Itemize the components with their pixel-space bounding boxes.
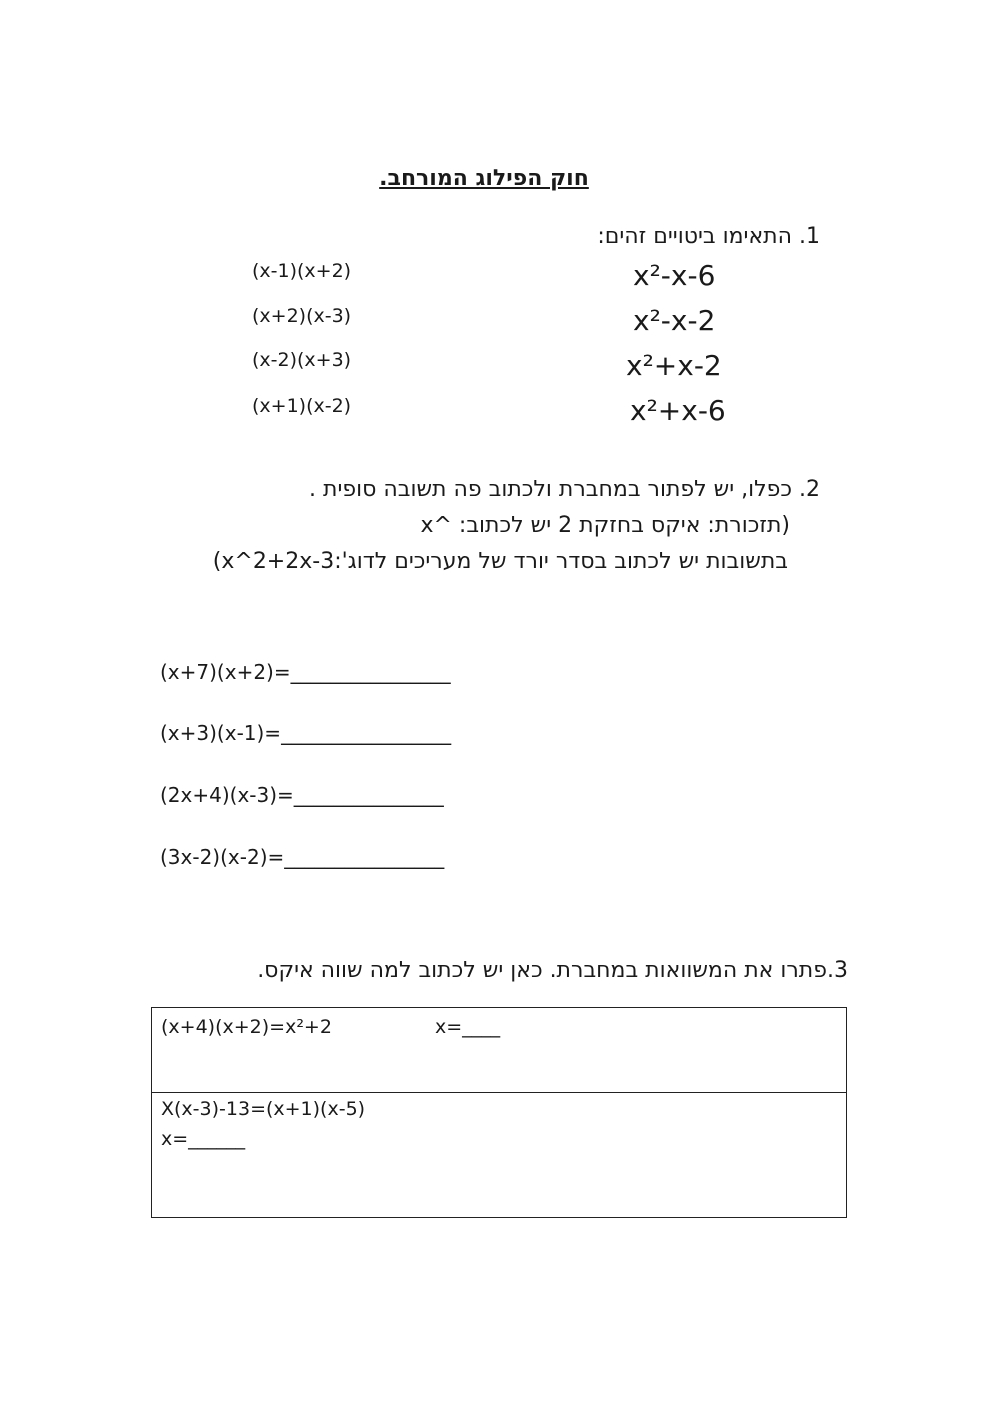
equation-row: [152, 1092, 846, 1218]
page-title: חוק הפילוג המורחב.: [379, 166, 589, 191]
q2-heading: 2. כפלו, יש לפתור במחברת ולכתוב פה תשובה סופית .: [309, 477, 820, 502]
answer-field-1[interactable]: x=____: [435, 1016, 501, 1038]
equations-table: [151, 1007, 847, 1218]
q2-note-reminder: (תזכורת: איקס בחזקת 2 יש לכתוב: ^x: [420, 513, 790, 538]
q1-heading: 1. התאימו ביטויים זהים:: [597, 224, 820, 249]
q2-note-answer-order: בתשובות יש לכתוב בסדר יורד של מעריכים לדוג':x^2+2x-3): [212, 549, 788, 574]
equation-1: (x+4)(x+2)=x²+2: [161, 1016, 332, 1038]
q3-heading: 3.פתרו את המשוואות במחברת. כאן יש לכתוב למה שווה איקס.: [257, 958, 848, 983]
q1-right-expression: x²-x-2: [633, 304, 716, 337]
equation-row: [152, 1008, 846, 1093]
q2-exercise: (2x+4)(x-3)=_______________: [160, 783, 444, 807]
q1-left-expression: (x+1)(x-2): [252, 395, 352, 417]
q1-left-expression: (x-2)(x+3): [252, 349, 352, 371]
answer-field-2[interactable]: x=______: [161, 1128, 246, 1150]
q1-right-expression: x²-x-6: [633, 259, 716, 292]
q2-exercise: (3x-2)(x-2)=________________: [160, 845, 445, 869]
q1-left-expression: (x+2)(x-3): [252, 305, 352, 327]
q2-exercise: (x+7)(x+2)=________________: [160, 660, 451, 684]
equation-2: X(x-3)-13=(x+1)(x-5): [161, 1098, 366, 1120]
q2-exercise: (x+3)(x-1)=_________________: [160, 721, 452, 745]
q1-right-expression: x²+x-6: [630, 394, 726, 427]
q1-right-expression: x²+x-2: [626, 349, 722, 382]
q1-left-expression: (x-1)(x+2): [252, 260, 352, 282]
